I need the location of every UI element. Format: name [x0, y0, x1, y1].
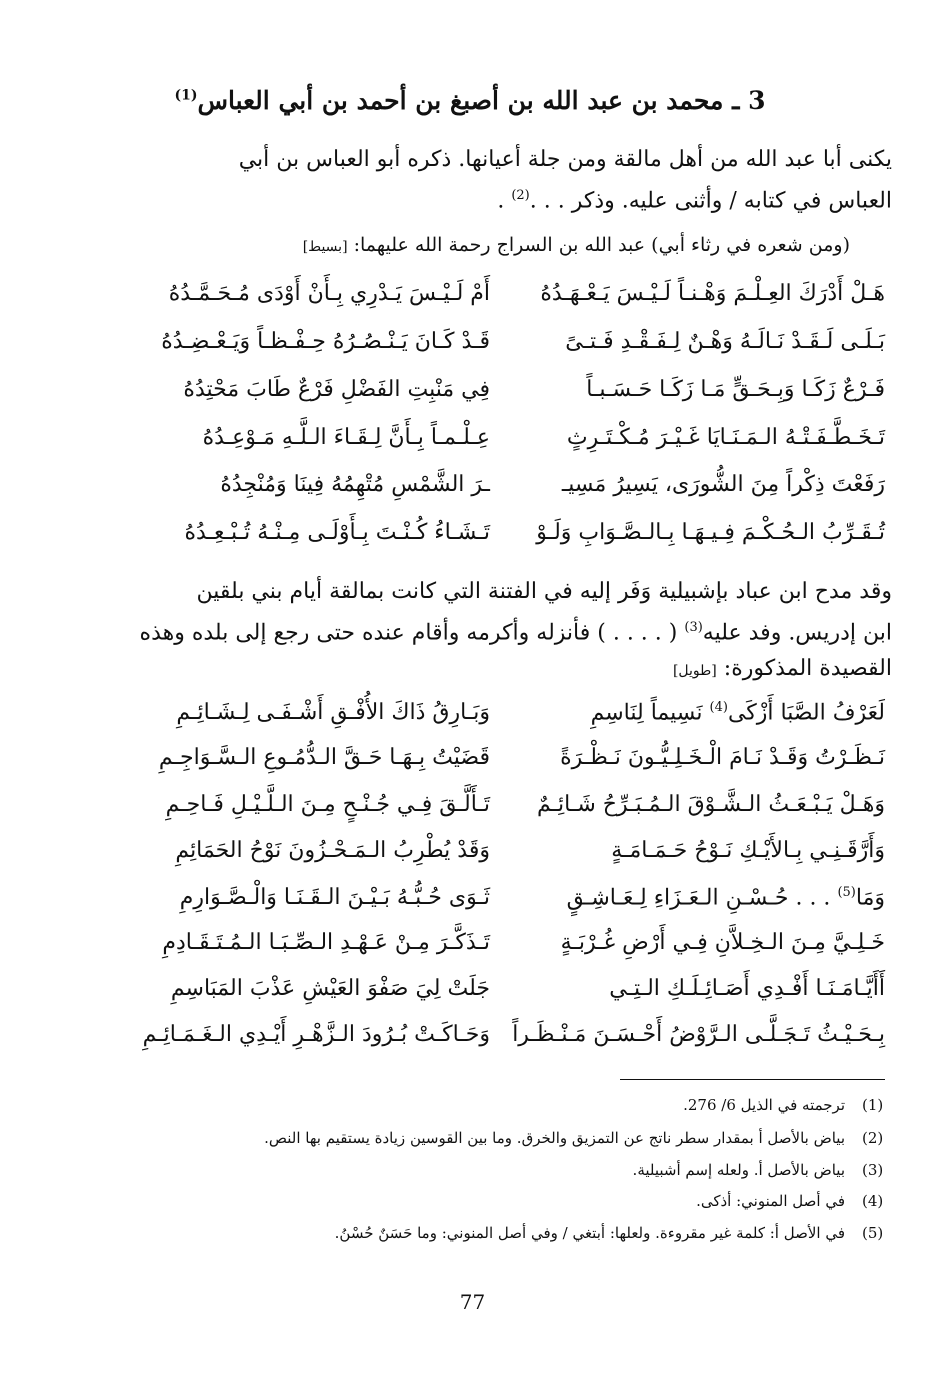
verse-second-hemistich: تَـشَـاءُ كُـنْـتَ بِـأَوْلَـى مِـنْـهُ تُـبْـعِـدُهُ	[184, 520, 490, 545]
footnote-ref: (1)	[174, 87, 198, 104]
verse-first-hemistich: أَأَيَّـامَـنَـا أَفْـدِي أَصَـائِـلَـكِ الـتِـي	[609, 976, 885, 1001]
verse-first-hemistich: خَـلِـيَّ مِـنَ الـخِـلاَّنِ فِـي أَرْضِ غُـرْبَـةٍ	[560, 930, 885, 955]
verse-first-hemistich: وَمَا$^{(5)}$ . . . حُـسْـنِ الـعَـزَاءِ لِـعَـاشِـقٍ	[566, 885, 885, 911]
footnote-number: (3)	[862, 1161, 884, 1179]
verse-second-hemistich: فِي مَنْبِتِ الفَضْلِ فَرْعٌ طَابَ مَحْتِدُهُ	[183, 377, 490, 402]
intro-line-1: يكنى أبا عبد الله من أهل مالقة ومن جلة أعيانها. ذكره أبو العباس بن أبي	[238, 147, 892, 172]
footnote-text: ترجمته في الذيل 6/ 276.	[683, 1096, 845, 1114]
verse-second-hemistich: ـرَ الشَّمْسِ مُتْهِمُهُ فِينَا وَمُنْجِدُهُ	[220, 472, 490, 497]
footnote-ref: (3)	[684, 620, 703, 635]
verse-first-hemistich: تَـخَـطَّـفَـتْـهُ الـمَـنَـايَا غَـيْـرَ مُـكْـتَـرِثٍ	[566, 425, 885, 450]
verse-second-hemistich: جَلَتْ لِيَ صَفْوَ العَيْشِ عَذْبَ المَبَاسِمِ	[170, 976, 490, 1001]
verse-first-hemistich: نَـظَـرْتُ وَقَـدْ نَـامَ الْـخَـلِـيُّـونَ نَـظْـرَةً	[560, 745, 885, 770]
verse-first-hemistich: بَـلَـى لَـقَـدْ نَـالَـهُ وَهْـنٌ لِـفَـقْـدِ فَـتـىً	[565, 329, 885, 354]
footnote-text: بياض بالأصل أ. ولعله إسم أشبيلية.	[632, 1161, 845, 1179]
verse-first-hemistich: فَـرْعٌ زَكَـا وَبِـحَـقٍّ مَـا زَكَـا حَـسَـبـاً	[586, 377, 885, 402]
meter-label: [بسيط]	[302, 239, 348, 255]
verse-first-hemistich: بِـحَـيْـثُ تَـجَـلَّـى الـرَّوْضُ أَحْـسَـنَ مَـنْـظَـراً	[512, 1022, 885, 1047]
verse-second-hemistich: قَضَيْتُ بِـهَـا حَـقَّ الـدُّمُـوعِ الـسَّـوَاجِـمِ	[158, 745, 490, 770]
footnote-ref: (4)	[709, 700, 728, 715]
footnote-number: (4)	[862, 1192, 884, 1210]
prose-line-3: القصيدة المذكورة: [طويل]	[672, 656, 892, 682]
verse-second-hemistich: تَـذَكَّـرَ مِـنْ عَـهْـدِ الـصِّـبَـا الـمُـتَـقَـادِمِ	[162, 930, 490, 955]
page-number: 77	[459, 1290, 486, 1314]
entry-number: 3 ـ	[732, 86, 766, 115]
footnote-ref: (2)	[511, 188, 530, 203]
verse-second-hemistich: وَحَـاكَـتْ بُـرُودَ الـزَّهْـرِ أَيْـدِي الـغَـمَـائِـمِ	[142, 1022, 490, 1047]
entry-title: محمد بن عبد الله بن أصبغ بن أحمد بن أبي العباس	[197, 86, 724, 115]
footnote-separator	[620, 1079, 885, 1080]
verse-first-hemistich: وَأَرَّقَـنِـي بِـالأَيْـكِ نَـوْحُ حَـمَـامَـةٍ	[611, 838, 885, 863]
prose-line-2: ابن إدريس. وفد عليه$^{(3)}$ ( . . . . ) فأنزله وأكرمه وأقام عنده حتى رجع إلى بلده وهذه	[139, 620, 892, 646]
footnote-number: (2)	[862, 1129, 884, 1147]
meter-label: [طويل]	[672, 663, 717, 680]
prose-paragraph	[112, 574, 892, 689]
intro-paragraph	[112, 142, 892, 219]
prose-line-1: وقد مدح ابن عباد بإشبيلية وَفَر إليه في الفتنة التي كانت بمالقة أيام بني بلقين	[196, 579, 892, 604]
footnote-number: (1)	[862, 1096, 884, 1114]
verse-first-hemistich: وَهَـلْ يَـبْـعَـثُ الـشَّـوْقَ الـمُـبَـرِّحُ شَـائِـمٌ	[536, 792, 885, 817]
footnote-text: في أصل المنوني: أذكى.	[696, 1192, 845, 1210]
verse-second-hemistich: وَبَـارِقُ ذَاكَ الأُفْـقِ أَشْـفَـى لِـشَـائِـمِ	[176, 700, 490, 725]
footnote-number: (5)	[862, 1224, 884, 1242]
verse-second-hemistich: تَـأَلَّـقَ فِـي جُـنْـحٍ مِـنَ الـلَّـيْـلِ فَـاحِـمِ	[165, 792, 490, 817]
footnote-text: في الأصل أ: كلمة غير مقروءة. ولعلها: أبتغي / وفي أصل المنوني: وما حَسَنٌ حُسْنُ.	[334, 1224, 845, 1242]
footnote-text: بياض بالأصل أ بمقدار سطر ناتج عن التمزيق والخرق. وما بين القوسين زيادة يستقيم بها النص.	[264, 1129, 845, 1147]
verse-second-hemistich: ثَـوَى حُـبُّـهُ بَـيْـنَ الـقَـنَـا وَالْـصَّـوَارِمِ	[179, 885, 490, 910]
verse-second-hemistich: أَمْ لَـيْـسَ يَـدْرِي بِـأَنْ أَوْدَى مُـحَـمَّـدُهُ	[168, 281, 490, 306]
verse-first-hemistich: تُـقَـرِّبُ الـحُـكْـمَ فِـيـهَـا بِـالـصَّـوَابِ وَلَـوْ	[536, 520, 885, 545]
verse-first-hemistich: هَـلْ أَدْرَكَ العِـلْـمَ وَهْـنـاً لَـيْـسَ يَـعْـهَـدُهُ	[540, 281, 885, 306]
verse-first-hemistich: رَفَعْتَ ذِكْراً مِنَ الشُّورَى، يَسِيرُ مَسِيـ	[561, 472, 885, 497]
entry-heading	[100, 86, 840, 115]
poem1-intro	[303, 234, 850, 256]
verse-second-hemistich: وَقَدْ يُطْرِبُ الـمَـحْـزُونَ نَوْحُ الحَمَائِمِ	[175, 838, 490, 863]
footnote-ref: (5)	[837, 885, 856, 900]
verse-second-hemistich: عِـلْـمـاً بِـأَنَّ لِـقَـاءَ الـلَّـهِ مَـوْعِـدُهُ	[202, 425, 490, 450]
verse-second-hemistich: قَـدْ كَـانَ يَـنْـصُـرُهُ حِـفْـظـاً وَيَـعْـضِـدُهُ	[161, 329, 490, 354]
poem1-intro-text: (ومن شعره في رثاء أبي) عبد الله بن السراج رحمة الله عليهما:	[353, 234, 850, 256]
verse-first-hemistich: لَعَرْفُ الصَّبَا أَزْكَى$^{(4)}$ نَسِيماً لِنَاسِمِ	[590, 700, 885, 726]
intro-line-2: العباس في كتابه / وأثنى عليه. وذكر . . .$^{(2)}$ .	[497, 188, 892, 214]
